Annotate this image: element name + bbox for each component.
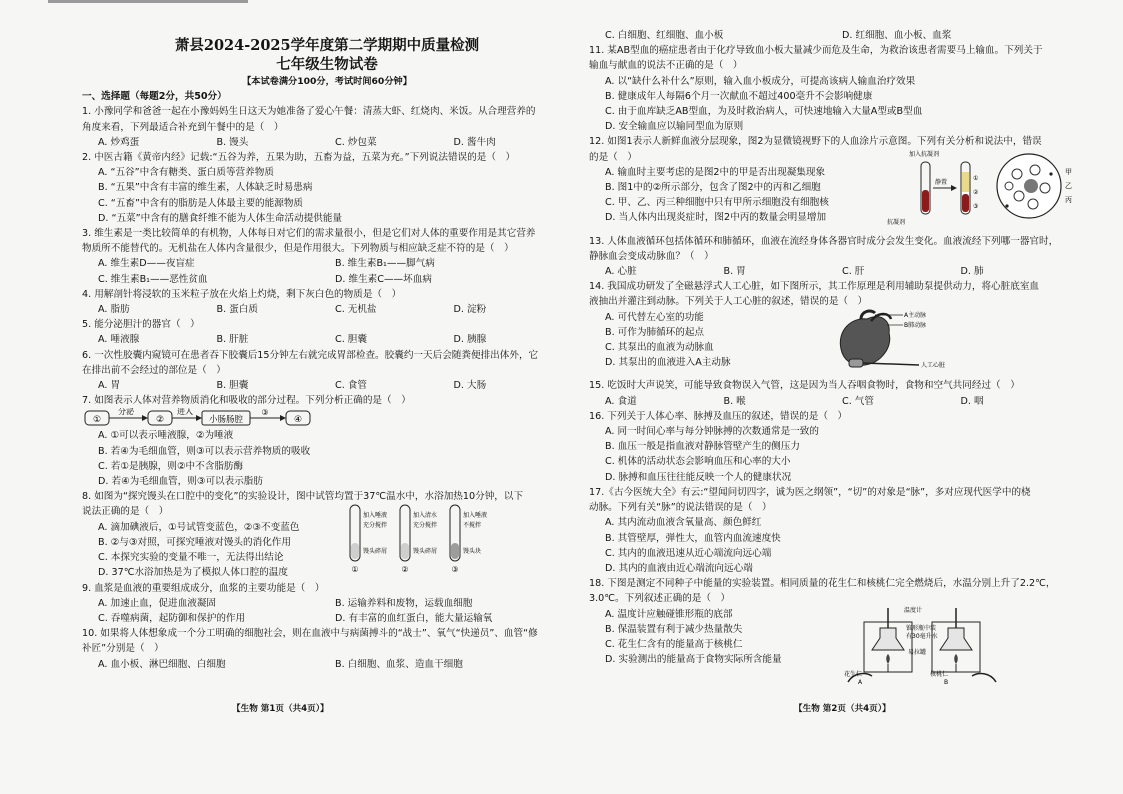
- option: A. 可代替左心室的功能: [605, 311, 704, 323]
- question-5: [82, 317, 572, 347]
- page-footer: 【生物 第2页（共4页）】: [794, 704, 891, 714]
- tube3-label-b: 不搅拌: [463, 522, 482, 530]
- question-text: 液抽出并灌注到动脉。下列关于人工心脏的叙述，错误的是（ ）: [589, 296, 868, 308]
- option: B. 健康成年人每隔6个月一次献血不超过400毫升不会影响健康: [605, 90, 873, 102]
- layer-2: ②: [973, 189, 979, 197]
- option: D. 淀粉: [453, 304, 487, 316]
- question-15: [589, 378, 1079, 408]
- option: A. 以“缺什么补什么”原则，输入血小板成分，可提高该病人输血治疗效果: [605, 75, 916, 87]
- question-text: 4. 用解剖针将浸软的玉米粒子放在火焰上灼烧，剩下灰白色的物质是（ ）: [82, 288, 402, 300]
- option: B. 保温装置有利于减少热量散失: [605, 623, 743, 635]
- device-a-label: A: [858, 679, 863, 685]
- exam-title: 萧县2024-2025学年度第二学期期中质量检测: [174, 37, 480, 54]
- option: C. 甲、乙、丙三种细胞中只有甲所示细胞没有细胞核: [605, 197, 829, 209]
- question-text: 6. 一次性胶囊内窥镜可在患者吞下胶囊后15分钟左右就完成胃部检查。胶囊约一天后会随粪便排出体外，它: [82, 349, 539, 361]
- settle-label: 静置: [935, 179, 948, 187]
- question-text: 15. 吃饭时大声说笑，可能导致食物误入气管，这是因为当人吞咽食物时，食物和空气共同经过（ ）: [589, 380, 1020, 392]
- question-text: 角度来看，下列最适合补充到午餐中的是（ ）: [82, 121, 284, 133]
- question-options: [82, 135, 572, 150]
- flow-node-2: ②: [155, 415, 165, 426]
- question-text: 2. 中医古籍《黄帝内经》记载:“五谷为养，五果为助，五畜为益，五菜为充。”下列说法错误的是（ ）: [82, 152, 516, 164]
- question-text: 说法正确的是（ ）: [82, 506, 169, 518]
- option: B. 喉: [723, 395, 746, 407]
- option: C. 其泵出的血液为动脉血: [605, 342, 714, 354]
- question-text: 17.《古今医统大全》有云:“望闻问切四字，诚为医之纲领”，“切”的对象是“脉”，多对应现代医学中的桡: [589, 486, 1031, 498]
- option: B. “五果”中含有丰富的维生素，人体缺乏时易患病: [98, 182, 313, 194]
- option: D. “五菜”中含有的膳食纤维不能为人体生命活动提供能量: [98, 212, 343, 224]
- option: A. 同一时间心率与每分钟脉搏的次数通常是一致的: [605, 426, 819, 438]
- question-options: [589, 264, 1079, 279]
- option: C. 肝: [842, 266, 865, 278]
- can-label: 易拉罐: [908, 649, 927, 657]
- option: C. 吞噬病菌，起防御和保护的作用: [98, 612, 246, 624]
- option: D. 当人体内出现炎症时，图2中丙的数量会明显增加: [605, 212, 827, 224]
- question-10: [82, 626, 572, 672]
- artificial-heart-figure: [827, 309, 957, 375]
- question-text: 9. 血浆是血液的重要组成成分，血浆的主要功能是（ ）: [82, 582, 325, 594]
- question-text: 12. 如图1表示人新鲜血液分层现象，图2为显微镜视野下的人血涂片示意图。下列有关分析和说法中，错误: [589, 136, 1042, 148]
- option: C. 机体的活动状态会影响血压和心率的大小: [605, 456, 791, 468]
- layer-1: ①: [973, 175, 979, 183]
- exam-note: 【本试卷满分100分，考试时间60分钟】: [242, 76, 412, 87]
- option: A. 输血时主要考虑的是图2中的甲是否出现凝集现象: [605, 166, 826, 178]
- question-18: [589, 576, 1079, 685]
- question-text: 补匠”分别是（ ）: [82, 643, 164, 655]
- test-tubes-figure: [344, 503, 494, 575]
- question-11: [589, 43, 1079, 134]
- question-17: [589, 485, 1079, 576]
- question-text: 16. 下列关于人体心率、脉搏及血压的叙述，错误的是（ ）: [589, 410, 848, 422]
- question-text: 1. 小豫同学和爸爸一起在小豫妈妈生日这天为她准备了爱心午餐：清蒸大虾、红烧肉、米饭。从合理营养的: [82, 106, 536, 118]
- option: B. ②与③对照，可探究唾液对馒头的消化作用: [98, 536, 291, 548]
- flow-node-4: ④: [293, 415, 303, 426]
- option: D. 脉搏和血压往往能反映一个人的健康状况: [605, 471, 792, 483]
- option: A. 其内流动血液含氧量高、颜色鲜红: [605, 517, 762, 529]
- option: C. 胆囊: [335, 334, 367, 346]
- blood-figure: [869, 148, 1079, 226]
- page-footer: 【生物 第1页（共4页）】: [232, 704, 329, 714]
- option: D. 大肠: [453, 380, 487, 392]
- flow-node-1: ①: [92, 415, 102, 426]
- option: B. 图1中的②所示部分，包含了图2中的丙和乙细胞: [605, 182, 821, 194]
- device-b-label: B: [944, 679, 949, 685]
- option: B. 运输养料和废物，运载血细胞: [335, 597, 473, 609]
- tube2-label-b: 充分搅拌: [413, 522, 438, 530]
- question-text: 18. 下图是测定不同种子中能量的实验装置。相同质量的花生仁和核桃仁完全燃烧后，水温分别上升了2.2℃，: [589, 578, 1056, 590]
- peanut-label: 花生仁: [844, 671, 863, 679]
- option: D. 肺: [960, 266, 984, 278]
- option: D. 其泵出的血液进入A主动脉: [605, 357, 731, 369]
- anticoagulant-label: 加入抗凝剂: [909, 151, 940, 159]
- flow-label-3: ③: [261, 408, 269, 418]
- question-4: [82, 287, 572, 317]
- page-2-column: [589, 0, 1079, 794]
- question-text: 的是（ ）: [589, 151, 637, 163]
- question-13: [589, 234, 1079, 280]
- option: B. 白细胞、血浆、造血干细胞: [335, 658, 463, 670]
- option: A. ①可以表示唾液腺，②为唾液: [98, 430, 234, 442]
- question-10-options-cont: [589, 28, 1079, 43]
- exam-subtitle: 七年级生物试卷: [276, 56, 378, 73]
- tube1-label-b: 充分搅拌: [363, 522, 388, 530]
- aorta-label: A主动脉: [904, 312, 927, 320]
- tube3-number: ③: [451, 565, 459, 575]
- option: A. 加速止血，促进血液凝固: [98, 597, 217, 609]
- option: C. 无机盐: [335, 304, 377, 316]
- option: C. 食管: [335, 380, 367, 392]
- option: D. 红细胞、血小板、血浆: [842, 30, 952, 41]
- walnut-label: 核桃仁: [930, 671, 949, 679]
- option: B. 血压一般是指血液对静脉管壁产生的侧压力: [605, 441, 800, 453]
- question-text: 11. 某AB型血的癌症患者由于化疗导致血小板大量减少而危及生命，为救治该患者需要马上输血。下列关于: [589, 45, 1043, 57]
- option: D. 37℃水浴加热是为了模拟人体口腔的温度: [98, 567, 288, 579]
- option: D. 实验测出的能量高于食物实际所含能量: [605, 654, 782, 666]
- question-6: [82, 348, 572, 394]
- tube2-label-a: 加入清水: [413, 512, 438, 520]
- option: B. 维生素B₁——脚气病: [335, 258, 435, 270]
- option: B. 可作为肺循环的起点: [605, 326, 705, 338]
- flow-label-secrete: 分泌: [118, 408, 134, 417]
- question-options: [82, 378, 572, 393]
- pulmonary-artery-label: B肺动脉: [904, 322, 927, 330]
- question-text: 在排出前不会经过的部位是（ ）: [82, 364, 226, 376]
- option: B. 胆囊: [216, 380, 249, 392]
- question-text: 13. 人体血液循环包括体循环和肺循环，血液在流经身体各器官时成分会发生变化。血液流经下列哪一器官时，: [589, 235, 1059, 247]
- question-options: [82, 596, 572, 626]
- option: B. 其管壁厚，弹性大，血管内血流速度快: [605, 532, 781, 544]
- option: A. 维生素D——夜盲症: [98, 258, 195, 270]
- question-12: [589, 134, 1079, 225]
- question-text: 5. 能分泌胆汁的器官（ ）: [82, 319, 200, 331]
- option: D. 其内的血液由近心端流向远心端: [605, 562, 753, 574]
- option: A. “五谷”中含有糖类、蛋白质等营养物质: [98, 167, 274, 179]
- test-tube-1: [350, 505, 360, 561]
- test-tube-2: [400, 505, 410, 561]
- question-14: [589, 279, 1079, 370]
- question-2: [82, 150, 572, 226]
- option: C. 气管: [842, 395, 874, 407]
- question-options: [589, 394, 1079, 409]
- option: A. 心脏: [605, 266, 637, 278]
- option: D. 维生素C——坏血病: [335, 273, 432, 285]
- flow-label-enter: 进入: [177, 408, 193, 417]
- tube1-label-a: 加入唾液: [363, 512, 388, 520]
- option: A. 血小板、淋巴细胞、白细胞: [98, 658, 226, 670]
- question-options: [82, 256, 572, 286]
- option: B. 蛋白质: [216, 304, 258, 316]
- question-text: 7. 如图表示人体对营养物质消化和吸收的部分过程。下列分析正确的是（ ）: [82, 395, 411, 407]
- option: D. 胰腺: [453, 334, 487, 346]
- question-options: [82, 302, 572, 317]
- flask-label-b: 有30毫升水: [906, 633, 938, 641]
- tube3-label-a: 加入唾液: [463, 512, 488, 520]
- tube1-label-c: 馒头碎屑: [363, 548, 388, 556]
- calorimeter-figure: [844, 606, 1004, 684]
- option: A. 唾液腺: [98, 334, 140, 346]
- option: C. 若①是胰腺，则②中不含脂肪酶: [98, 460, 244, 472]
- option: C. 维生素B₁——恶性贫血: [98, 273, 208, 285]
- option: C. 炒包菜: [335, 136, 377, 148]
- question-text: 3. 维生素是一类比较简单的有机物，人体每日对它们的需求量很小，但是它们对人体的重要作用是其它营养: [82, 228, 536, 240]
- option: B. 胃: [723, 266, 746, 278]
- question-text: 3.0℃。下列叙述正确的是（ ）: [589, 593, 731, 605]
- option: A. 炒鸡蛋: [98, 136, 140, 148]
- cell-bing-label: 丙: [1065, 196, 1072, 205]
- question-7: [82, 393, 572, 489]
- option: B. 馒头: [216, 136, 249, 148]
- option: A. 食道: [605, 395, 637, 407]
- question-options: [82, 657, 572, 672]
- question-options: [82, 332, 572, 347]
- question-8: [82, 489, 572, 580]
- question-text: 物质所不能替代的。无机盐在人体内含量很少，但是作用很大。下列物质与相应缺乏症不符的是（ ）: [82, 243, 514, 255]
- question-3: [82, 226, 572, 287]
- digestion-flow-figure: [84, 408, 314, 428]
- question-text: 输血与献血的说法不正确的是（ ）: [589, 60, 743, 72]
- question-text: 8. 如图为“探究馒头在口腔中的变化”的实验设计，图中试管均置于37℃温水中，水浴加热10分钟，以下: [82, 491, 524, 503]
- anticoagulant-tube-label: 抗凝剂: [887, 219, 906, 227]
- thermometer-label: 温度计: [904, 607, 923, 615]
- tube2-label-c: 馒头碎屑: [413, 548, 438, 556]
- option: A. 胃: [98, 380, 121, 392]
- tube1-number: ①: [351, 565, 359, 575]
- tube2-number: ②: [401, 565, 409, 575]
- option: C. 其内的血液迅速从近心端流向远心端: [605, 547, 772, 559]
- question-1: [82, 104, 572, 150]
- option: D. 若④为毛细血管，则③可以表示脂肪: [98, 476, 263, 488]
- question-text: 静脉血会变成动脉血？（ ）: [589, 250, 714, 262]
- option: D. 有丰富的血红蛋白，能大量运输氧: [335, 612, 493, 624]
- option: B. 肝脏: [216, 334, 249, 346]
- option: C. 由于血库缺乏AB型血，为及时救治病人，可快速地输入大量A型或B型血: [605, 106, 923, 118]
- option: C. “五畜”中含有的脂肪是人体最主要的能源物质: [98, 197, 304, 209]
- option: C. 花生仁含有的能量高于核桃仁: [605, 638, 743, 650]
- section-heading: 一、选择题（每题2分，共50分）: [82, 91, 227, 103]
- question-16: [589, 409, 1079, 485]
- artificial-heart-label: 人工心脏: [921, 362, 946, 370]
- option: D. 安全输血应以输同型血为原则: [605, 121, 744, 133]
- option: A. 脂肪: [98, 304, 130, 316]
- option: C. 白细胞、红细胞、血小板: [605, 30, 724, 41]
- flow-node-intestine: 小肠肠腔: [208, 415, 244, 426]
- page-1-column: [82, 0, 572, 794]
- option: C. 本探究实验的变量不唯一，无法得出结论: [98, 552, 284, 564]
- option: A. 温度计应触碰锥形瓶的底部: [605, 608, 733, 620]
- cell-jia-label: 甲: [1065, 168, 1072, 177]
- question-9: [82, 581, 572, 627]
- option: D. 酱牛肉: [453, 136, 496, 148]
- question-text: 动脉。下列有关“脉”的说法错误的是（ ）: [589, 502, 772, 514]
- option: A. 滴加碘液后，①号试管变蓝色，②③不变蓝色: [98, 521, 300, 533]
- question-text: 14. 我国成功研发了全磁悬浮式人工心脏，如下图所示，其工作原理是利用辅助泵提供动力，将心脏底室血: [589, 281, 1040, 293]
- option: B. 若④为毛细血管，则③可以表示营养物质的吸收: [98, 445, 311, 457]
- test-tube-3: [450, 505, 460, 561]
- option: D. 咽: [960, 395, 984, 407]
- question-text: 10. 如果将人体想象成一个分工明确的细胞社会，则在血液中与病菌搏斗的“战士”、氧气“快递员”、血管“修: [82, 628, 538, 640]
- cell-yi-label: 乙: [1065, 182, 1072, 191]
- layer-3: ③: [973, 203, 979, 211]
- flask-label-a: 锥形瓶中装: [906, 625, 937, 633]
- tube3-label-c: 馒头块: [463, 548, 482, 556]
